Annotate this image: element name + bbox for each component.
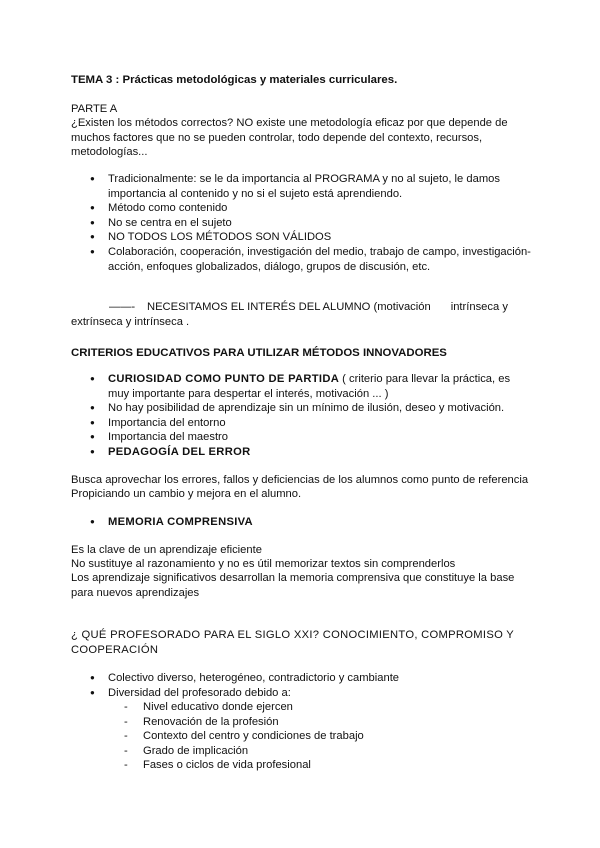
curiosidad-text: ( criterio para llevar la práctica, es muy importante para despertar el interés, motivación ... ) [108,373,511,400]
memoria-line-2: No sustituye al razonamiento y no es útil memorizar textos sin comprenderlos [71,558,456,570]
parte-a-bullet-list [71,172,531,274]
list-item: ● Tradicionalmente: se le da importancia al PROGRAMA y no al sujeto, le damos importancia al contenido y no si el sujeto está aprendiendo. [71,172,531,201]
profesorado-sublist [124,700,584,773]
profesorado-bullet-list [71,671,531,700]
profesorado-heading: ¿ QUÉ PROFESORADO PARA EL SIGLO XXI? CONOCIMIENTO, COMPROMISO Y COOPERACIÓN [71,629,514,656]
criterios-heading: CRITERIOS EDUCATIVOS PARA UTILIZAR MÉTODOS INNOVADORES [71,347,447,359]
memoria-line-1: Es la clave de un aprendizaje eficiente [71,544,262,556]
note-text-part1: NECESITAMOS EL INTERÉS DEL ALUMNO (motivación [147,301,431,313]
list-item: ● MEMORIA COMPRENSIVA [71,515,531,530]
list-item: ● Método como contenido [71,201,531,216]
note-dash: ——- [109,301,136,313]
list-item: ● Importancia del entorno [71,416,531,431]
list-item: ● Colaboración, cooperación, investigación del medio, trabajo de campo, investigación-acción, enfoques globalizados, diálogo, grupos de discusión, etc. [71,245,531,274]
parte-a-heading: PARTE A [71,103,118,115]
memoria-line-3: Los aprendizaje significativos desarrollan la memoria comprensiva que constituye la base para nuevos aprendizajes [71,572,515,599]
interest-note [71,300,531,329]
list-item: ● No se centra en el sujeto [71,216,531,231]
list-item: ● PEDAGOGÍA DEL ERROR [71,445,531,460]
parte-a-intro: ¿Existen los métodos correctos? NO existe une metodología eficaz por que depende de muchos factores que no se pueden controlar, todo depende del contexto, recursos, metodologías... [71,117,508,159]
list-item: - Grado de implicación [124,744,584,759]
list-item: - Contexto del centro y condiciones de trabajo [124,729,584,744]
document-title: TEMA 3 : Prácticas metodológicas y materiales curriculares. [71,74,398,86]
list-item: ● Diversidad del profesorado debido a: [71,686,531,701]
list-item: ● Importancia del maestro [71,430,531,445]
list-item [71,372,531,401]
list-item: - Nivel educativo donde ejercen [124,700,584,715]
list-item: - Fases o ciclos de vida profesional [124,758,584,773]
list-item: ● NO TODOS LOS MÉTODOS SON VÁLIDOS [71,230,531,245]
curiosidad-label: CURIOSIDAD COMO PUNTO DE PARTIDA [108,373,340,385]
note-text-line2: extrínseca y intrínseca . [71,315,190,328]
memoria-bullet-list [71,515,531,530]
list-item: ● Colectivo diverso, heterogéneo, contradictorio y cambiante [71,671,531,686]
error-text-1: Busca aprovechar los errores, fallos y deficiencias de los alumnos como punto de referencia [71,474,529,486]
note-text-part2: intrínseca y [450,301,508,313]
error-text-2: Propiciando un cambio y mejora en el alumno. [71,488,302,500]
list-item: - Renovación de la profesión [124,715,584,730]
list-item: ● No hay posibilidad de aprendizaje sin un mínimo de ilusión, deseo y motivación. [71,401,531,416]
criterios-bullet-list [71,372,531,460]
